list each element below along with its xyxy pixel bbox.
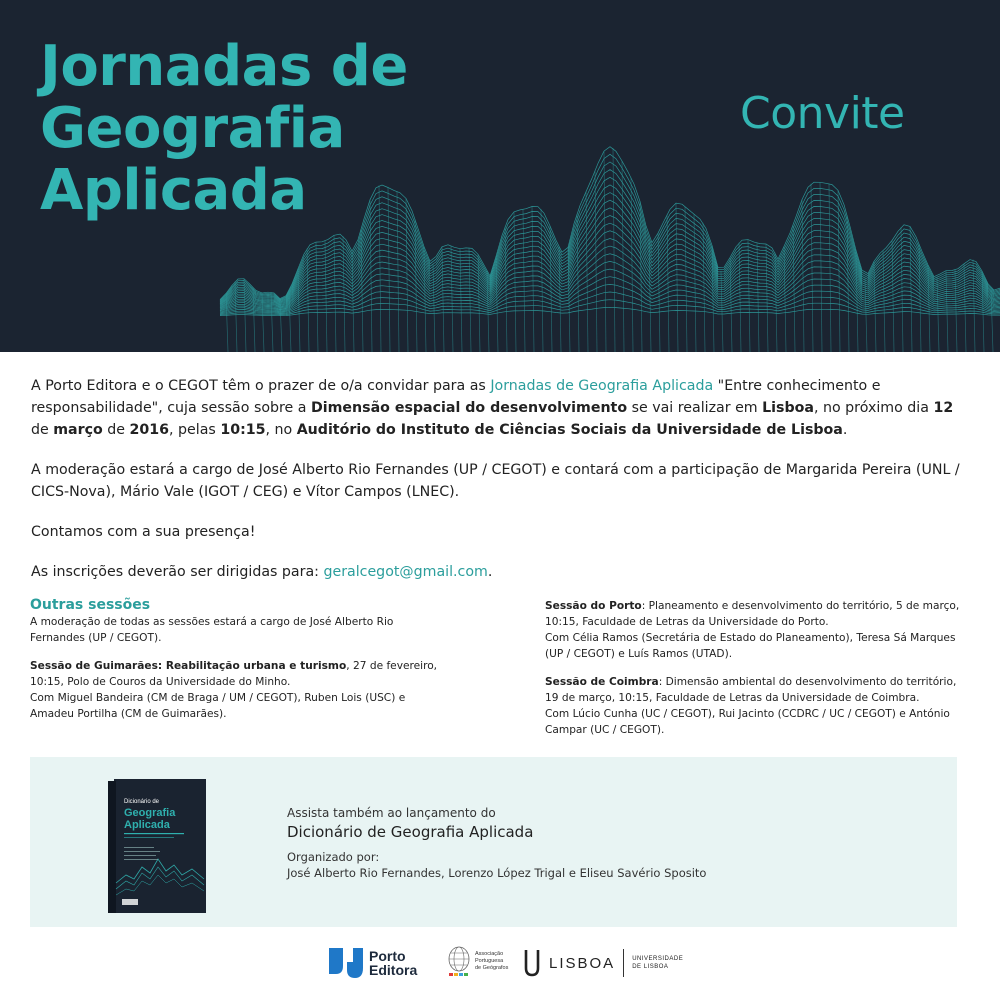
- ulisboa-logo: [523, 948, 683, 978]
- session-participants: Com Célia Ramos (Secretária de Estado do Planeamento), Teresa Sá Marques (UP / CEGOT) e Luís Ramos (UTAD).: [545, 632, 956, 660]
- moderation-note: A moderação de todas as sessões estará a cargo de José Alberto Rio Fernandes (UP / CEGOT).: [30, 616, 394, 644]
- session-coimbra: [545, 674, 965, 738]
- email-link[interactable]: geralcegot@gmail.com: [323, 564, 488, 580]
- paragraph-text: A Porto Editora e o CEGOT têm o prazer de o/a convidar para as: [31, 378, 491, 394]
- other-sessions-right: [545, 598, 965, 750]
- partner-logos: [0, 940, 1000, 990]
- session-participants: Com Lúcio Cunha (UC / CEGOT), Rui Jacinto (CCDRC / UC / CEGOT) e António Campar (UC / CEGOT).: [545, 708, 950, 736]
- organized-by-label: Organizado por:: [287, 850, 380, 864]
- paragraph-text: de: [31, 422, 54, 438]
- invitation-label: Convite: [740, 88, 905, 139]
- session-details: , 27 de fevereiro, 10:15, Polo de Couros da Universidade do Minho.: [30, 660, 438, 688]
- book-cover-image: [108, 779, 206, 913]
- ulisboa-sub-line: UNIVERSIDADE: [632, 956, 684, 962]
- registration-paragraph: [31, 561, 971, 583]
- session-topic: : Planeamento e desenvolvimento do território: [641, 600, 890, 612]
- event-title-line: Geografia: [40, 96, 345, 161]
- emphasis-text: 10:15: [220, 422, 266, 438]
- porto-editora-word: Editora: [369, 962, 418, 978]
- registration-suffix: .: [487, 564, 493, 580]
- apg-name-line: de Geógrafos: [475, 964, 509, 971]
- apg-logo: [447, 945, 525, 977]
- event-title: [40, 36, 408, 222]
- emphasis-text: Lisboa: [762, 400, 814, 416]
- moderation-paragraph: A moderação estará a cargo de José Alberto Rio Fernandes (UP / CEGOT) e contará com a participação de Margarida Pereira (UNL / CICS-Nova), Mário Vale (IGOT / CEG) e Vítor Campos (LNEC).: [31, 462, 960, 500]
- session-participants: Com Miguel Bandeira (CM de Braga / UM / CEGOT), Ruben Lois (USC) e Amadeu Portilha (CM de Guimarães).: [30, 692, 406, 720]
- apg-globe-icon: [447, 945, 471, 977]
- apg-name-line: Associação: [475, 950, 504, 957]
- ulisboa-u-mark-icon: [523, 948, 541, 978]
- event-title-line: Aplicada: [40, 158, 307, 223]
- launch-intro: Assista também ao lançamento do: [287, 806, 496, 820]
- event-title-line: Jornadas de: [40, 34, 408, 99]
- logo-divider: [623, 949, 624, 977]
- porto-editora-word: Porto: [369, 948, 406, 964]
- ulisboa-sub-line: DE LISBOA: [632, 964, 669, 970]
- paragraph-text: se vai realizar em: [627, 400, 763, 416]
- ulisboa-name: LISBOA: [549, 954, 616, 972]
- paragraph-text: "Entre conhecimento e responsabilidade", cuja sessão sobre a: [31, 378, 881, 416]
- session-details: , 5 de março, 10:15, Faculdade de Letras da Universidade do Porto.: [545, 600, 960, 628]
- emphasis-text: Dimensão espacial do desenvolvimento: [310, 400, 628, 416]
- session-title: Sessão de Guimarães: Reabilitação urbana e turismo: [30, 660, 347, 672]
- porto-editora-mark-icon: [329, 948, 363, 978]
- invitation-paragraph: [31, 375, 971, 441]
- session-guimaraes: [30, 658, 445, 722]
- other-sessions-heading: Outras sessões: [30, 597, 151, 613]
- book-title-line: Aplicada: [124, 819, 170, 831]
- book-title: Dicionário de Geografia Aplicada: [287, 823, 534, 841]
- event-name-highlight: Jornadas de Geografia Aplicada: [490, 378, 714, 394]
- emphasis-text: 12: [933, 400, 954, 416]
- paragraph-text: , no: [265, 422, 297, 438]
- book-launch-text: [287, 805, 706, 881]
- session-porto: [545, 598, 965, 662]
- paragraph-text: , no próximo dia: [813, 400, 934, 416]
- registration-label: As inscrições deverão ser dirigidas para:: [31, 564, 324, 580]
- session-topic: : Dimensão ambiental do desenvolvimento do território: [658, 676, 953, 688]
- invitation-body: [31, 375, 971, 601]
- book-authors: José Alberto Rio Fernandes, Lorenzo López Trigal e Eliseu Savério Sposito: [287, 866, 707, 880]
- book-launch-panel: [30, 757, 957, 927]
- apg-name-line: Portuguesa: [475, 957, 504, 964]
- session-details: , 19 de março, 10:15, Faculdade de Letras da Universidade de Coimbra.: [545, 676, 957, 704]
- paragraph-text: , pelas: [169, 422, 221, 438]
- session-title: Sessão do Porto: [545, 600, 642, 612]
- closing-paragraph: Contamos com a sua presença!: [31, 524, 256, 540]
- paragraph-text: .: [842, 422, 848, 438]
- emphasis-text: Auditório do Instituto de Ciências Sociais da Universidade de Lisboa: [296, 422, 843, 438]
- hero-banner: [0, 0, 1000, 352]
- session-title: Sessão de Coimbra: [545, 676, 659, 688]
- book-small-title: Dicionário de: [124, 799, 160, 805]
- emphasis-text: março: [53, 422, 103, 438]
- porto-editora-logo: [329, 948, 417, 978]
- other-sessions-left: [30, 596, 490, 734]
- paragraph-text: de: [102, 422, 130, 438]
- emphasis-text: 2016: [129, 422, 170, 438]
- book-title-line: Geografia: [124, 807, 176, 819]
